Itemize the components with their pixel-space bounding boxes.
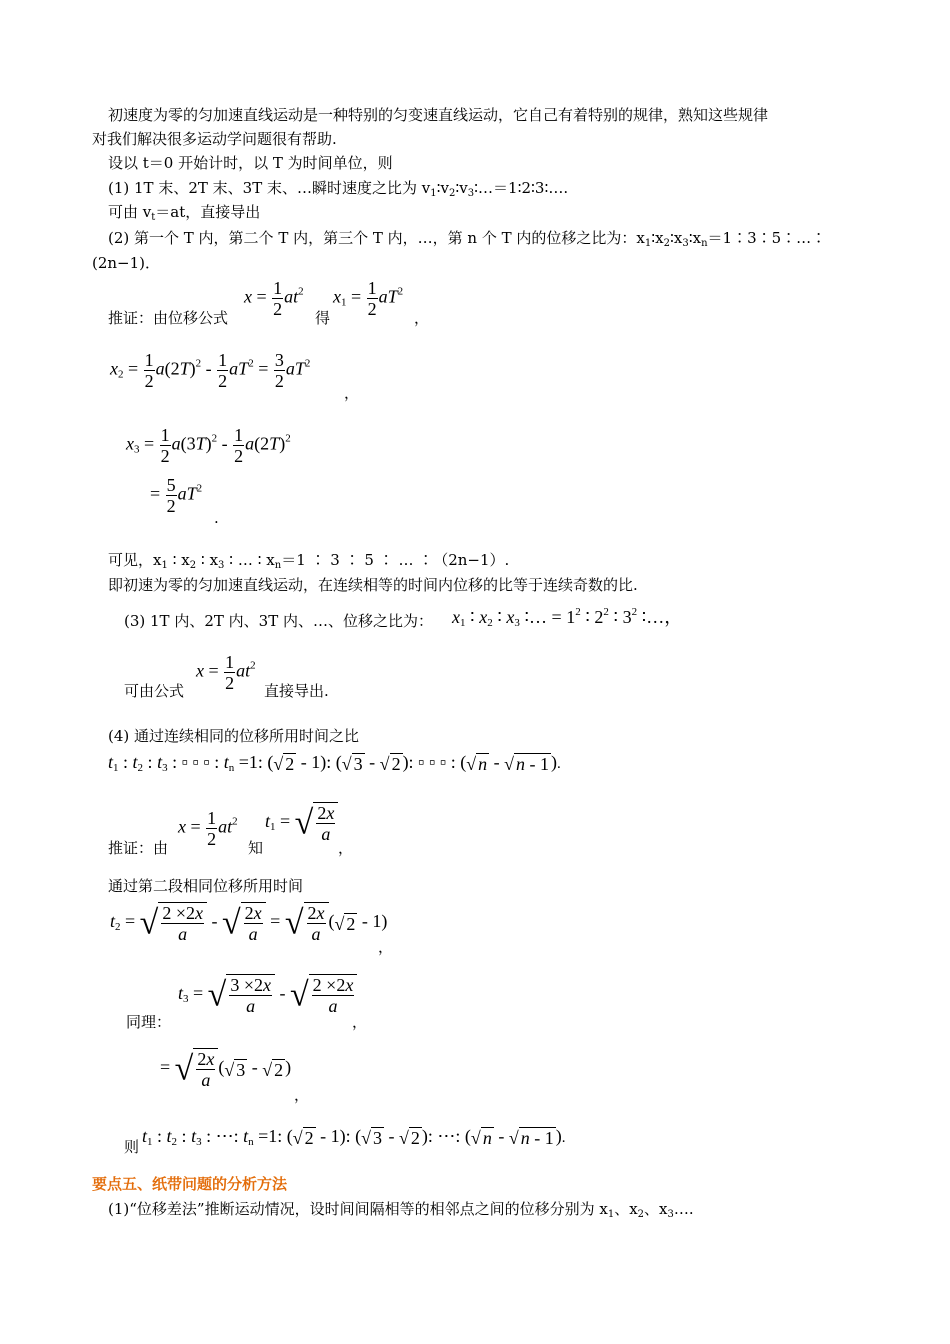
paragraph-line: (3) 1T 内、2T 内、3T 内、…、位移之比为： [124, 612, 433, 630]
paragraph-line: 对我们解决很多运动学问题很有帮助. [92, 130, 337, 148]
comma: ， [294, 1086, 310, 1104]
zhi-text: 知 [248, 839, 264, 857]
paragraph-line: 即初速为零的匀加速直线运动，在连续相等的时间内位移的比等于连续奇数的比. [108, 576, 638, 594]
comma: ， [338, 839, 354, 857]
period: . [214, 509, 219, 527]
paragraph-line: (4) 通过连续相同的位移所用时间之比 [108, 727, 360, 745]
paragraph-line: 可由公式 [124, 682, 185, 700]
formula-x2: x2 = $\frac{1}{2}$ $a(2T)^2$ - $\frac{1}{2}$ $aT^2$ = $\frac{3}{2}$ $aT^2$ [110, 350, 311, 391]
formula-x1: x1 = $\frac{1}{2}$ $aT^2$ [333, 278, 404, 319]
comma: ， [378, 938, 394, 956]
formula-x-half-at2: x = $\frac{1}{2}$ $at^2$ [196, 652, 256, 693]
formula-sum-ratio: x1 ∶ x2 ∶ x3 ∶… = $1^2$ ∶ $2^2$ ∶ $3^2$ ∶…， [452, 606, 683, 629]
formula-x3-result: = $\frac{5}{2}$ $aT^2$ [150, 475, 203, 516]
comma: ， [352, 1013, 368, 1031]
de-text: 得 [315, 309, 331, 327]
formula-t2: t2 = √ $\frac{2 \times 2x}{a}$ - √ $\frac{2x}{a}$ = √ $\frac{2x}{a}$ (√ 2 - 1) [110, 903, 388, 944]
paragraph-line: 设以 t＝0 开始计时，以 T 为时间单位，则 [108, 154, 393, 172]
displacement-ratio-line: (2) 第一个 T 内，第二个 T 内，第三个 T 内，…，第 n 个 T 内的位移之比为：$x_1∶x_2∶x_3∶x_n=1∶3∶5∶\dots∶$ [108, 229, 827, 249]
paragraph-line: 则 [124, 1138, 140, 1156]
velocity-ratio-line: (1) 1T 末、2T 末、3T 末、…瞬时速度之比为 $v_1∶v_2∶v_3∶\dots=1∶2∶3∶\dots$. [108, 179, 569, 199]
formula-t3: t3 = √ $\frac{3 \times 2x}{a}$ - √ $\frac{2 \times 2x}{a}$ [178, 974, 357, 1016]
proof-label: 推证：由位移公式 [108, 309, 229, 327]
paragraph-line: 同理： [126, 1013, 172, 1031]
paragraph-line: (1)“位移差法”推断运动情况，设时间间隔相等的相邻点之间的位移分别为 $x_1$、$x_2$、$x_3\dots$. [108, 1200, 694, 1220]
section-heading: 要点五、纸带问题的分析方法 [92, 1175, 288, 1193]
formula-x-half-at2: x = $\frac{1}{2}$ $at^2$ [178, 808, 238, 849]
conclusion-line: 可见，$x_1$ ∶ $x_2$ ∶ $x_3$ ∶ … ∶ $x_n=1$ ∶ 3 ∶ 5 ∶ … ∶（2n−1）. [108, 551, 510, 571]
proof-label: 推证：由 [108, 839, 169, 857]
formula-x3: x3 = $\frac{1}{2}$ $a(3T)^2$ - $\frac{1}{2}$ $a(2T)^2$ [126, 425, 291, 466]
formula-time-ratio: t1 : t2 : t3 : ▫ ▫ ▫ : tn =1: (√ 2 - 1): (√ 3 - √ 2 ): ▫ ▫ ▫ : (√ n - √ n - 1 ). [108, 752, 561, 775]
formula-t1: t1 = √ $\frac{2x}{a}$ [265, 802, 338, 844]
formula-t3-result: = √ $\frac{2x}{a}$ (√ 3 - √ 2 ) [160, 1049, 292, 1090]
paragraph-line: 可由 $v_t=at$，直接导出 [108, 203, 261, 223]
paragraph-line: 直接导出. [264, 682, 329, 700]
paragraph-line: (2n−1)． [92, 254, 161, 272]
comma: ， [414, 309, 430, 327]
formula-time-ratio-final: t1 : t2 : t3 : ⋯: tn =1: (√ 2 - 1): (√ 3 - √ 2 ): ⋯: (√ n - √ n - 1 ). [142, 1126, 566, 1149]
formula-x-half-at2: x = $\frac{1}{2}$ $at^2$ [244, 278, 304, 319]
paragraph-line: 通过第二段相同位移所用时间 [108, 877, 304, 895]
paragraph-line: 初速度为零的匀加速直线运动是一种特别的匀变速直线运动，它自己有着特别的规律，熟知这些规律 [108, 106, 769, 124]
comma: ， [344, 384, 360, 402]
